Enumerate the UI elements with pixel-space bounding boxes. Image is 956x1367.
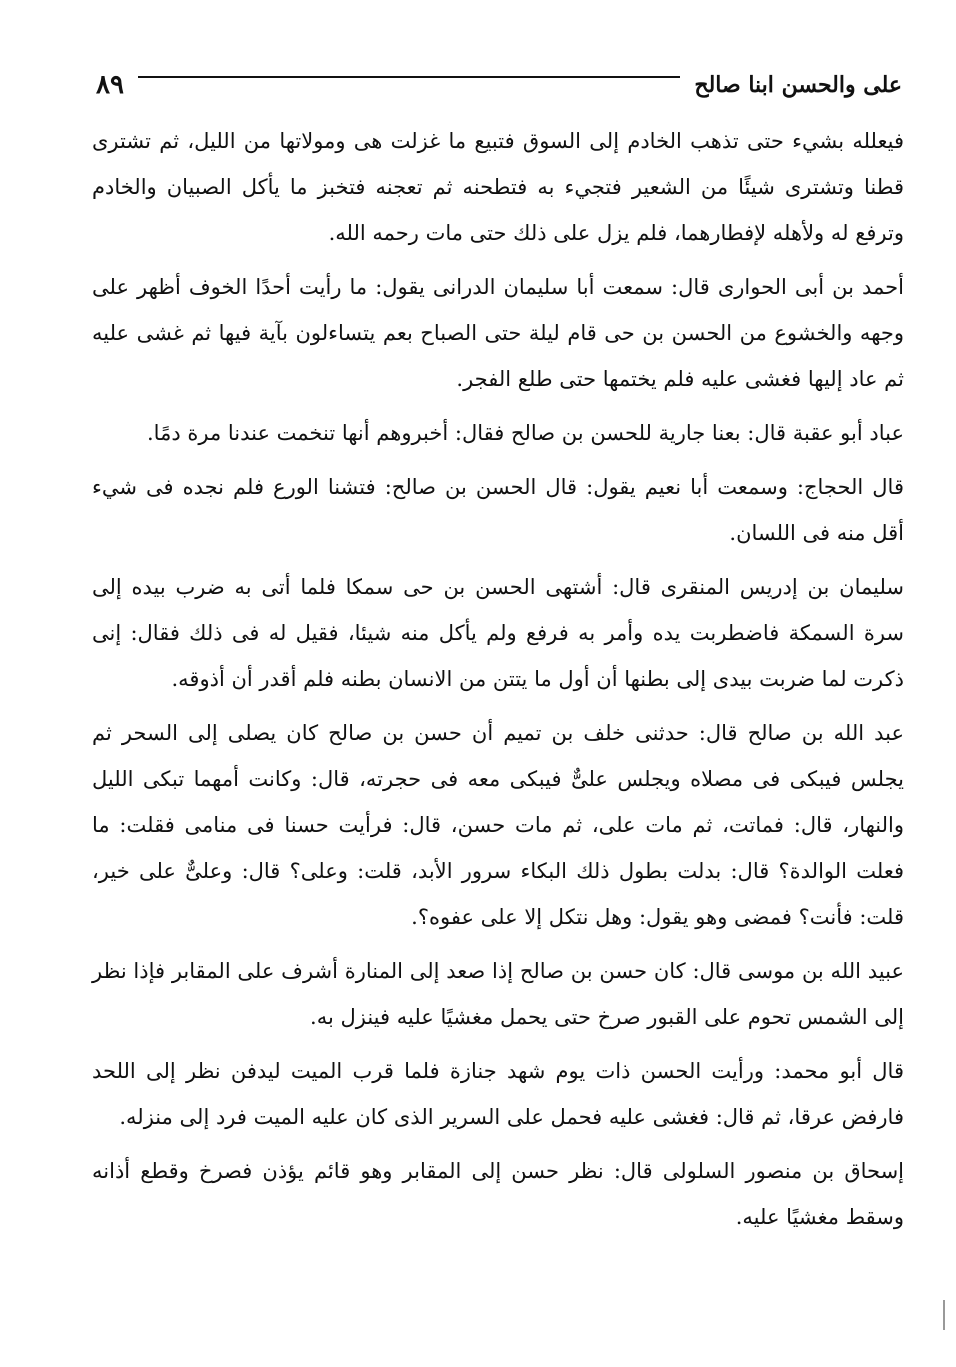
chapter-title: على والحسن ابنا صالح <box>694 72 902 98</box>
paragraph: قال أبو محمد: ورأيت الحسن ذات يوم شهد جنازة فلما قرب الميت ليدفن نظر إلى اللحد فارفض عرقا، ثم قال: فغشى عليه فحمل على السرير الذى كان عليه الميت فرد إلى منزله. <box>92 1059 904 1129</box>
paragraph: أحمد بن أبى الحوارى قال: سمعت أبا سليمان الدرانى يقول: ما رأيت أحدًا الخوف أظهر على وجهه والخشوع من الحسن بن حى قام ليلة حتى الصباح بعم يتساءلون بآية فيها ثم غشى عليه ثم عاد إليها فغشى عليه فلم يختمها حتى طلع الفجر. <box>92 275 904 391</box>
paragraph: عباد أبو عقبة قال: بعنا جارية للحسن بن صالح فقال: أخبروهم أنها تنخمت عندنا مرة دمًا. <box>147 421 904 445</box>
scan-edge-mark <box>943 1300 945 1330</box>
body-text <box>92 118 904 1248</box>
paragraph: إسحاق بن منصور السلولى قال: نظر حسن إلى المقابر وهو قائم يؤذن فصرخ وقطع أذانه وسقط مغشيًا عليه. <box>92 1159 904 1229</box>
running-header <box>96 62 902 108</box>
paragraph: فيعلله بشيء حتى تذهب الخادم إلى السوق فتبيع ما غزلت هى ومولاتها من الليل، ثم تشترى قطنا وتشترى شيئًا من الشعير فتجيء به فتطحنه ثم تعجنه فتخبز ما يأكل الصبيان والخادم وترفع له ولأهله لإفطارهما، فلم يزل على ذلك حتى مات رحمه الله. <box>92 129 904 245</box>
paragraph: عبيد الله بن موسى قال: كان حسن بن صالح إذا صعد إلى المنارة أشرف على المقابر فإذا نظر إلى الشمس تحوم على القبور صرخ حتى يحمل مغشيًا عليه فينزل به. <box>92 959 904 1029</box>
paragraph: سليمان بن إدريس المنقرى قال: أشتهى الحسن بن حى سمكا فلما أتى به ضرب بيده إلى سرة السمكة فاضطربت يده وأمر به فرفع ولم يأكل منه شيئا، فقيل له فى ذلك فقال: إنى ذكرت لما ضربت بيدى إلى بطنها أن أول ما يتتن من الانسان بطنه فلم أقدر أن أذوقه. <box>92 575 904 691</box>
header-rule <box>138 76 680 78</box>
page-number: ٨٩ <box>96 70 124 100</box>
paragraph: قال الحجاج: وسمعت أبا نعيم يقول: قال الحسن بن صالح: فتشنا الورع فلم نجده فى شيء أقل منه فى اللسان. <box>92 475 904 545</box>
paragraph: عبد الله بن صالح قال: حدثنى خلف بن تميم أن حسن بن صالح كان يصلى إلى السحر ثم يجلس فيبكى فى مصلاه ويجلس علىٌّ فيبكى معه فى حجرته، قال: وكانت أمهما تبكى الليل والنهار، قال: فماتت، ثم مات على، ثم مات حسن، قال: فرأيت حسنا فى منامى فقلت: ما فعلت الوالدة؟ قال: بدلت بطول ذلك البكاء سرور الأبد، قلت: وعلى؟ قال: وعلىٌّ على خير، قلت: فأنت؟ فمضى وهو يقول: وهل نتكل إلا على عفوه؟. <box>92 721 904 929</box>
